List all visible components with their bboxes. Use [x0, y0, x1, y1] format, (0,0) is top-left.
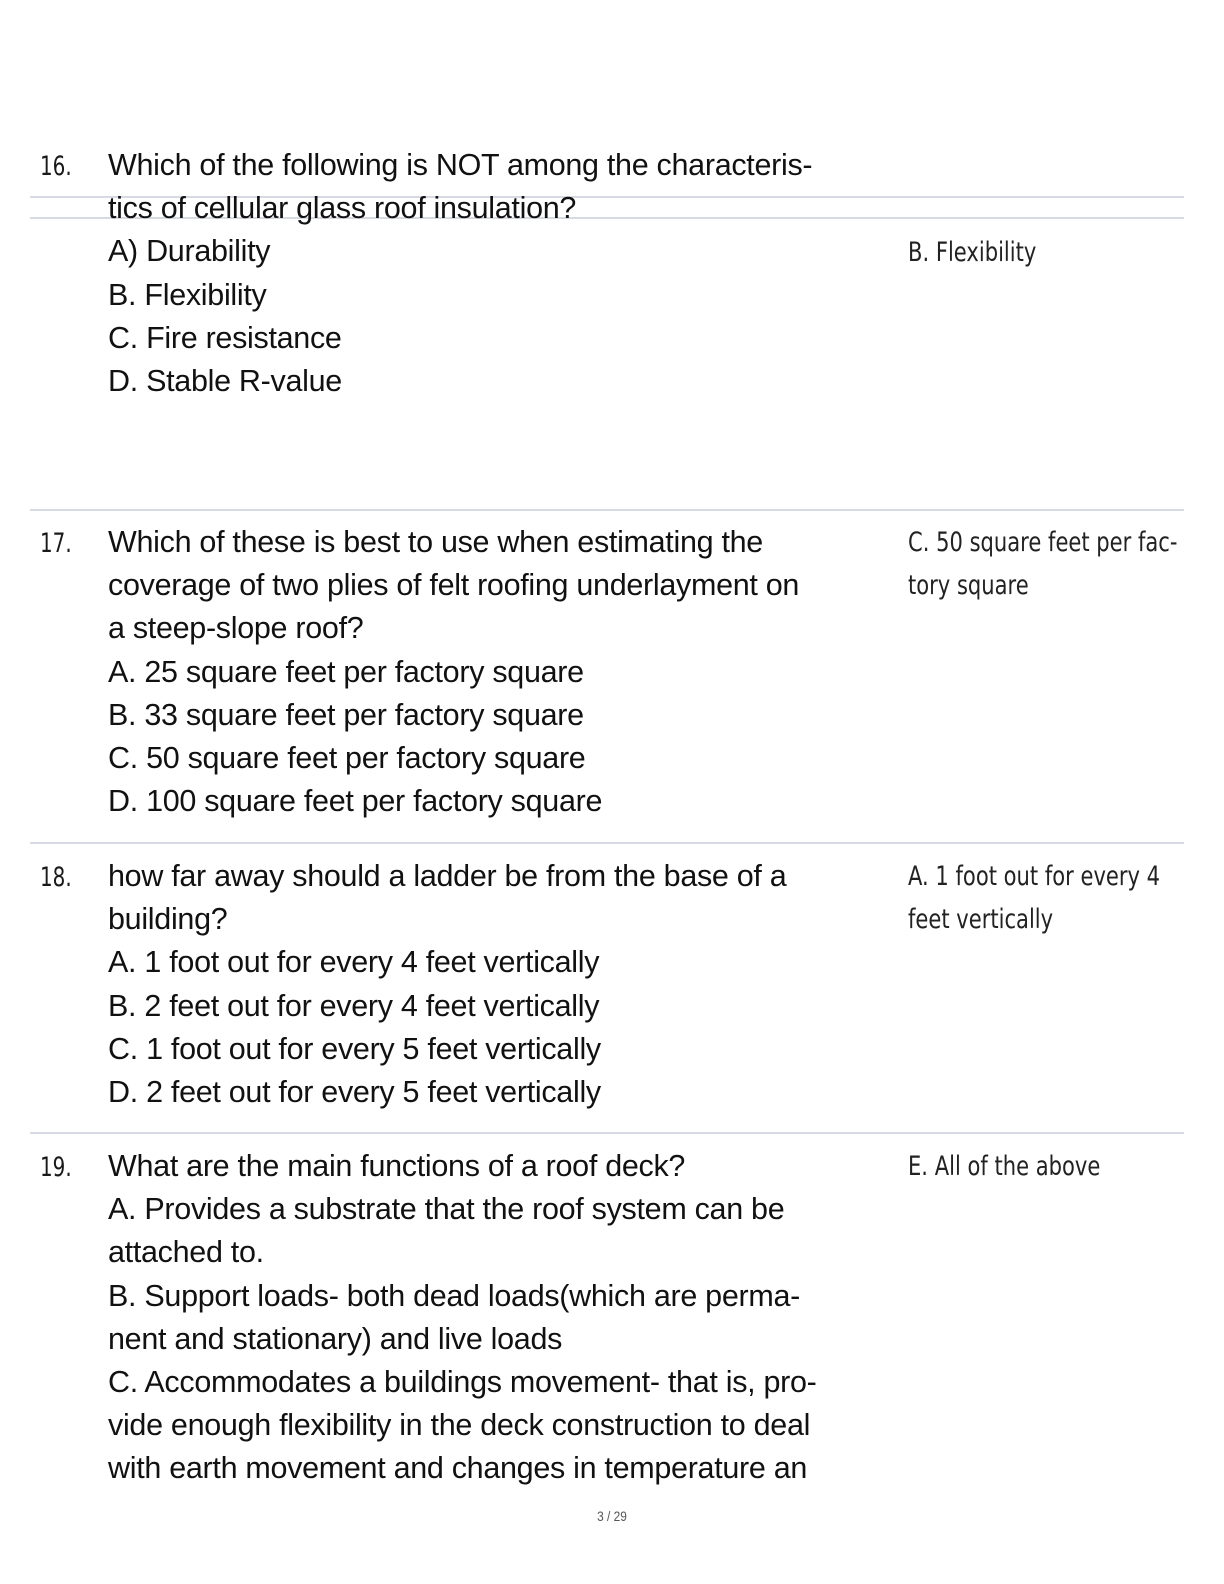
correct-answer: [908, 855, 1161, 941]
question-text-line: building?: [108, 902, 228, 937]
question-17: [108, 521, 903, 823]
question-text-line: What are the main functions of a roof deck?: [108, 1149, 686, 1183]
question-number: 18.: [40, 862, 72, 893]
question-16: [108, 144, 903, 403]
divider-q17: [30, 509, 1184, 511]
question-text-line: how far away should a ladder be from the base of a: [108, 859, 787, 893]
divider-q19: [30, 1132, 1184, 1134]
answer-text-line: B. Flexibility: [908, 237, 1037, 268]
answer-option: A. Provides a substrate that the roof system can be: [108, 1192, 785, 1227]
question-text-line: Which of the following is NOT among the characteris-: [108, 148, 813, 182]
answer-option: B. Flexibility: [108, 277, 267, 312]
page-number: 3 / 29: [597, 1508, 627, 1524]
answer-option: C. 50 square feet per factory square: [108, 741, 586, 776]
answer-text-line: C. 50 square feet per fac-: [908, 527, 1178, 558]
answer-option: B. 2 feet out for every 4 feet vertically: [108, 988, 600, 1023]
answer-option: with earth movement and changes in temperature an: [108, 1451, 808, 1486]
question-text-line: Which of these is best to use when estimating the: [108, 525, 763, 559]
answer-option: A. 1 foot out for every 4 feet vertically: [108, 945, 600, 980]
answer-option: C. Fire resistance: [108, 320, 342, 355]
question-text-line: a steep-slope roof?: [108, 611, 364, 646]
correct-answer: [908, 1145, 1142, 1188]
answer-option: attached to.: [108, 1235, 264, 1270]
answer-option: vide enough flexibility in the deck construction to deal: [108, 1408, 811, 1443]
answer-text-line: E. All of the above: [908, 1151, 1101, 1182]
correct-answer: [908, 521, 1178, 607]
answer-option: C. Accommodates a buildings movement- that is, pro-: [108, 1365, 817, 1400]
question-number: 17.: [40, 528, 72, 559]
answer-text-line: tory square: [908, 570, 1029, 601]
question-text-line: tics of cellular glass roof insulation?: [108, 191, 577, 226]
answer-option: C. 1 foot out for every 5 feet vertically: [108, 1031, 601, 1066]
answer-text-line: A. 1 foot out for every 4: [908, 861, 1161, 892]
answer-option: D. 100 square feet per factory square: [108, 784, 603, 819]
answer-text-line: feet vertically: [908, 904, 1054, 935]
question-19: [108, 1145, 903, 1491]
correct-answer: [908, 231, 1142, 274]
question-18: [108, 855, 903, 1114]
answer-option: D. Stable R-value: [108, 364, 342, 399]
question-number: 16.: [40, 151, 72, 182]
question-number: 19.: [40, 1152, 72, 1183]
answer-option: nent and stationary) and live loads: [108, 1321, 563, 1356]
answer-option: D. 2 feet out for every 5 feet vertically: [108, 1075, 601, 1110]
answer-option: B. 33 square feet per factory square: [108, 697, 584, 732]
divider-q18: [30, 842, 1184, 844]
answer-option: A. 25 square feet per factory square: [108, 654, 584, 689]
answer-option: B. Support loads- both dead loads(which are perma-: [108, 1278, 800, 1313]
question-text-line: coverage of two plies of felt roofing underlayment on: [108, 568, 800, 603]
answer-option: A) Durability: [108, 234, 271, 269]
